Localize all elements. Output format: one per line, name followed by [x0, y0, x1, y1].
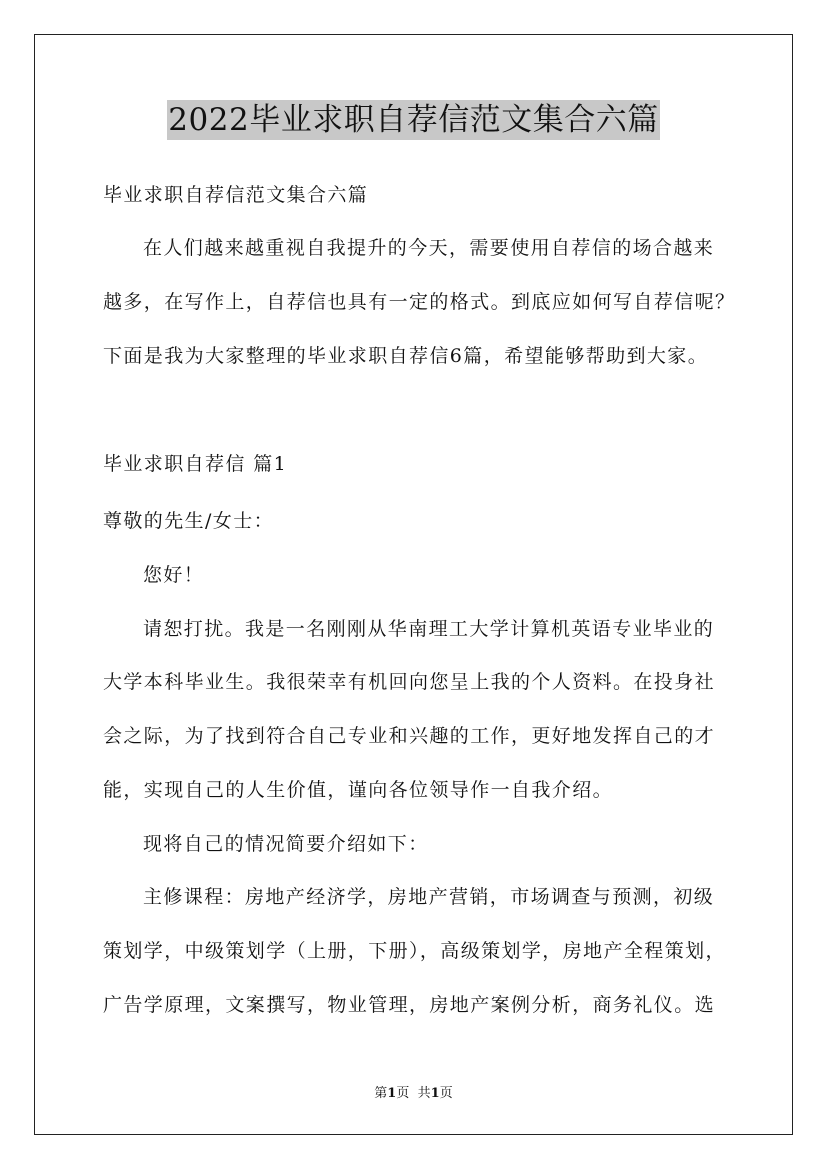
footer-total-prefix: 共 [417, 1086, 431, 1101]
body-line: 能，实现自己的人生价值，谨向各位领导作一自我介绍。 [103, 779, 614, 801]
footer-page-suffix: 页 [396, 1086, 410, 1101]
salutation: 尊敬的先生/女士： [103, 510, 275, 532]
body-line: 大学本科毕业生。我很荣幸有机回向您呈上我的个人资料。在投身社 [103, 671, 716, 693]
body-line: 广告学原理，文案撰写，物业管理，房地产案例分析，商务礼仪。选 [103, 994, 716, 1016]
footer-total-number: 1 [430, 1086, 440, 1101]
intro-line: 下面是我为大家整理的毕业求职自荐信6篇，希望能够帮助到大家。 [103, 345, 709, 367]
body-line: 主修课程：房地产经济学，房地产营销，市场调查与预测，初级 [143, 886, 715, 908]
body-line: 请恕打扰。我是一名刚刚从华南理工大学计算机英语专业毕业的 [143, 618, 715, 640]
body-line: 现将自己的情况简要介绍如下： [143, 833, 429, 855]
footer-page-prefix: 第 [374, 1086, 388, 1101]
document-title: 2022毕业求职自荐信范文集合六篇 [168, 102, 659, 138]
body-line: 策划学，中级策划学（上册，下册），高级策划学，房地产全程策划， [103, 940, 726, 962]
footer-total-suffix: 页 [439, 1086, 453, 1101]
title-container [0, 100, 827, 140]
subtitle: 毕业求职自荐信范文集合六篇 [103, 184, 369, 206]
page-footer [0, 1082, 827, 1101]
section-heading: 毕业求职自荐信 篇1 [103, 453, 288, 475]
body-line: 会之际，为了找到符合自己专业和兴趣的工作，更好地发挥自己的才 [103, 725, 716, 747]
intro-line: 在人们越来越重视自我提升的今天，需要使用自荐信的场合越来 [143, 237, 715, 259]
greeting: 您好！ [143, 564, 205, 586]
footer-page-number: 1 [387, 1086, 397, 1101]
intro-line: 越多，在写作上，自荐信也具有一定的格式。到底应如何写自荐信呢？ [103, 291, 736, 313]
